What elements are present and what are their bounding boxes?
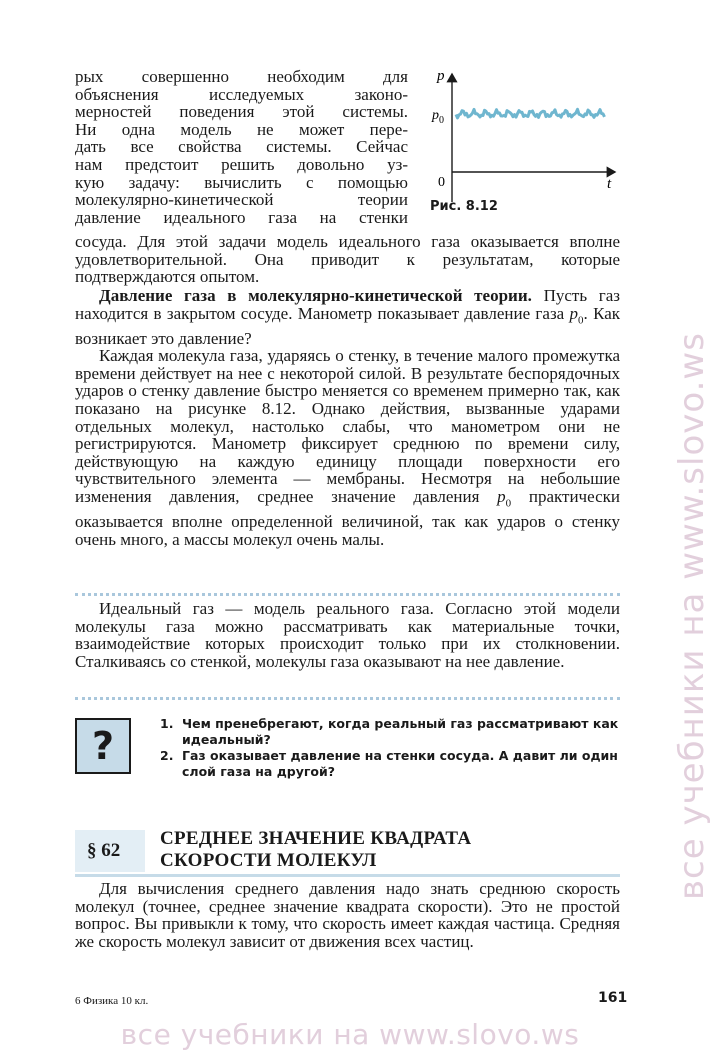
section-62-text: Для вычисления среднего давления надо знать среднюю скорость молекул (точнее, среднее значение квадрата скорости). Это не простой вопрос. Вы привыкли к тому, что скорость имеет каждая частица. Средняя же скорость молекул зависит от движения всех частиц. — [75, 879, 620, 951]
intro-line: дать все свойства системы. Сейчас — [75, 137, 408, 157]
intro-line: объяснения исследуемых законо- — [75, 84, 408, 104]
review-questions — [160, 716, 620, 780]
section-title-rule — [75, 874, 620, 877]
origin-label: 0 — [438, 175, 445, 190]
intro-line: мерностей поведения этой системы. — [75, 102, 408, 122]
watermark-vertical: все учебники на www.slovo.ws — [672, 332, 712, 900]
signature-mark: 6 Физика 10 кл. — [75, 995, 149, 1007]
watermark-bottom: все учебники на www.slovo.ws — [120, 1018, 580, 1051]
pressure-time-graph — [420, 62, 620, 222]
paragraph-2: Каждая молекула газа, ударяясь о стенку, в течение малого промежутка времени действует на нее с некоторой силой. В результате беспорядочных ударов о стенку давление быстро меняется со временем примерно так, как показано на рисунке 8.12. Однако действия, вызванные ударами отдельных молекул, настолько слабы, что манометром они не регистрируются. Манометр фиксирует среднюю по времени силу, действующую на каждую единицу площади поверхности его чувствительного элемента — мембраны. Несмотря на небольшие изменения давления, среднее значение давления $p_0$ практически оказывается вполне определенной величиной, так как ударов о стенку очень много, а массы молекул очень малы. — [75, 346, 620, 549]
summary-box: Идеальный газ — модель реального газа. Согласно этой модели молекулы газа можно рассматривать как материальные точки, взаимодействие которых происходит только при их столкновении. Сталкиваясь со стенкой, молекулы газа оказывают на нее давление. — [75, 599, 620, 671]
question-item: 1. Чем пренебрегают, когда реальный газ рассматривают как идеальный? — [160, 716, 619, 747]
intro-continuation: сосуда. Для этой задачи модель идеального газа оказывается вполне удовлетворительной. Она приводит к результатам, которые подтверждаются опытом. — [75, 232, 620, 287]
section-title: СРЕДНЕЕ ЗНАЧЕНИЕ КВАДРАТА СКОРОСТИ МОЛЕКУЛ — [160, 828, 472, 871]
paragraph-1: Давление газа в молекулярно-кинетической теории. Пусть газ находится в закрытом сосуде. Манометр показывает давление газа $p_0$. Как возникает это давление? — [75, 286, 620, 348]
question-item: 2. Газ оказывает давление на стенки сосуда. А давит ли один слой газа на другой? — [160, 748, 618, 779]
intro-line: кую задачу: вычислить с помощью — [75, 172, 408, 192]
paragraph-heading: Давление газа в молекулярно-кинетической теории. — [99, 286, 532, 305]
level-label: $p_0$ — [432, 108, 444, 126]
section-number-box — [75, 830, 145, 872]
intro-line: молекулярно-кинетической теории — [75, 190, 408, 210]
pressure-fluctuation-line — [456, 109, 605, 118]
intro-line: Ни одна модель не может пере- — [75, 119, 408, 139]
figure-caption: Рис. 8.12 — [430, 199, 498, 214]
section-number: § 62 — [87, 840, 121, 861]
question-icon: ? — [75, 718, 131, 774]
section-pressure — [75, 287, 620, 548]
intro-line: давление идеального газа на стенки — [75, 207, 408, 227]
x-axis-label: t — [607, 176, 612, 192]
intro-line: нам предстоит решить довольно уз- — [75, 154, 408, 174]
intro-line: рых совершенно необходим для — [75, 67, 408, 86]
page-number: 161 — [598, 990, 628, 1006]
summary-bottom-rule — [75, 697, 620, 700]
intro-column — [75, 68, 408, 226]
summary-top-rule — [75, 593, 620, 596]
y-axis-label: p — [437, 68, 445, 84]
